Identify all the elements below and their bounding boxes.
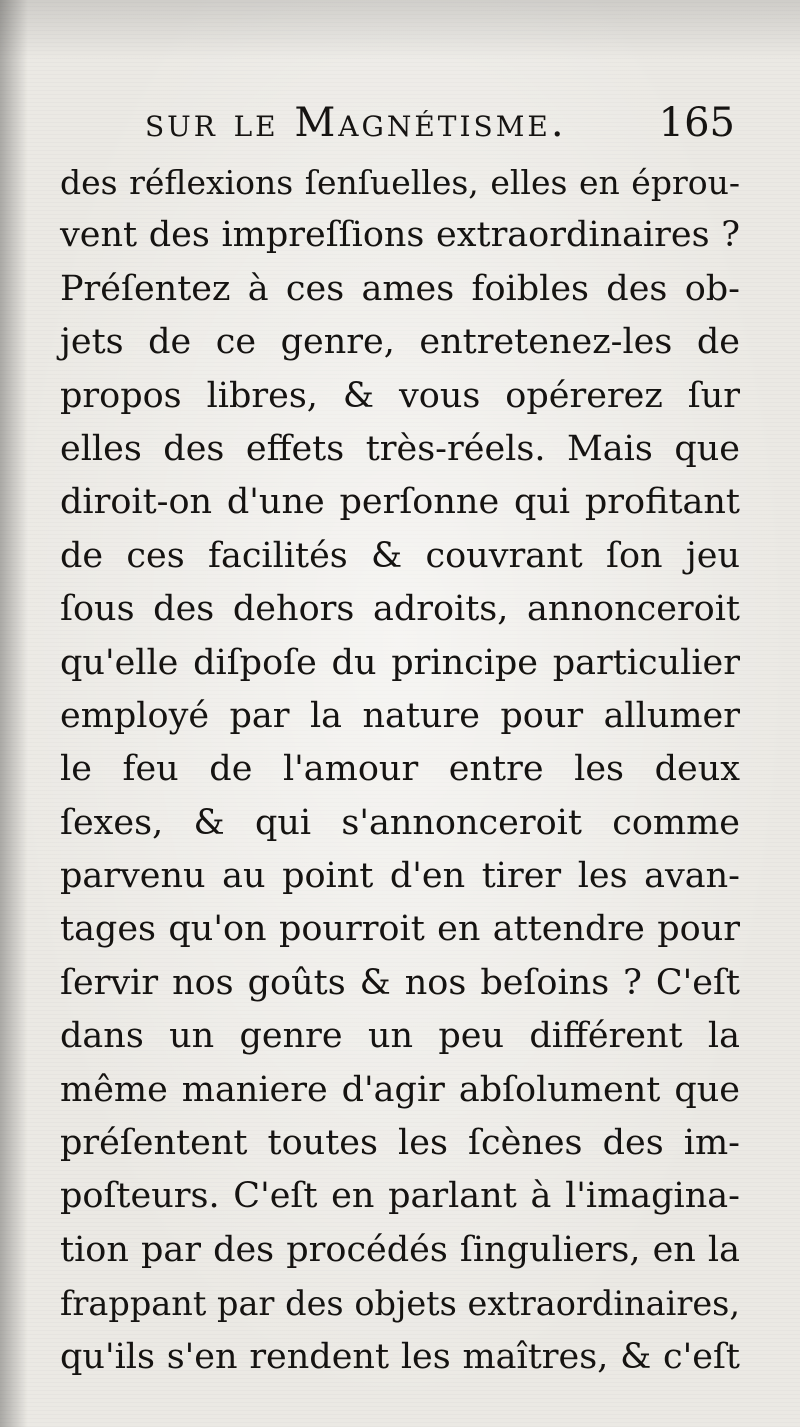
body-text [60, 156, 740, 1384]
text-line: propos libres, & vous opérerez ſur [60, 375, 740, 416]
text-line: tages qu'on pourroit en attendre pour [60, 909, 740, 950]
text-line: jets de ce genre, entretenez-les de [60, 322, 740, 363]
running-head [145, 100, 745, 160]
text-line: vent des impreſſions extraordinaires ? [60, 215, 740, 256]
text-line: Préſentez à ces ames foibles des ob- [60, 268, 740, 309]
text-line: dans un genre un peu différent la [60, 1016, 740, 1057]
text-line: préſentent toutes les ſcènes des im- [60, 1123, 740, 1164]
text-line: diroit-on d'une perſonne qui profitant [60, 482, 740, 523]
text-line: frappant par des objets extraordinaires, [60, 1284, 740, 1324]
text-line: parvenu au point d'en tirer les avan- [60, 856, 740, 897]
running-title: sur le Magnétisme. [145, 100, 567, 146]
text-line: des réflexions ſenſuelles, elles en éprou- [60, 163, 740, 202]
text-line: ſexes, & qui s'annonceroit comme [60, 802, 740, 843]
text-line: ſous des dehors adroits, annonceroit [60, 589, 740, 630]
text-line: de ces facilités & couvrant ſon jeu [60, 535, 740, 576]
text-line: qu'ils s'en rendent les maîtres, & c'eſt [60, 1336, 740, 1377]
text-line: le feu de l'amour entre les deux [60, 749, 740, 790]
text-line: poſteurs. C'eſt en parlant à l'imagina- [60, 1176, 740, 1217]
text-line: tion par des procédés ſinguliers, en la [60, 1229, 740, 1270]
text-line: elles des effets très-réels. Mais que [60, 428, 740, 469]
text-line: même maniere d'agir abſolument que [60, 1069, 740, 1110]
text-line: employé par la nature pour allumer [60, 695, 740, 736]
text-line: ſervir nos goûts & nos beſoins ? C'eſt [60, 962, 740, 1003]
page-number: 165 [658, 100, 735, 146]
text-line: qu'elle diſpoſe du principe particulier [60, 642, 740, 683]
